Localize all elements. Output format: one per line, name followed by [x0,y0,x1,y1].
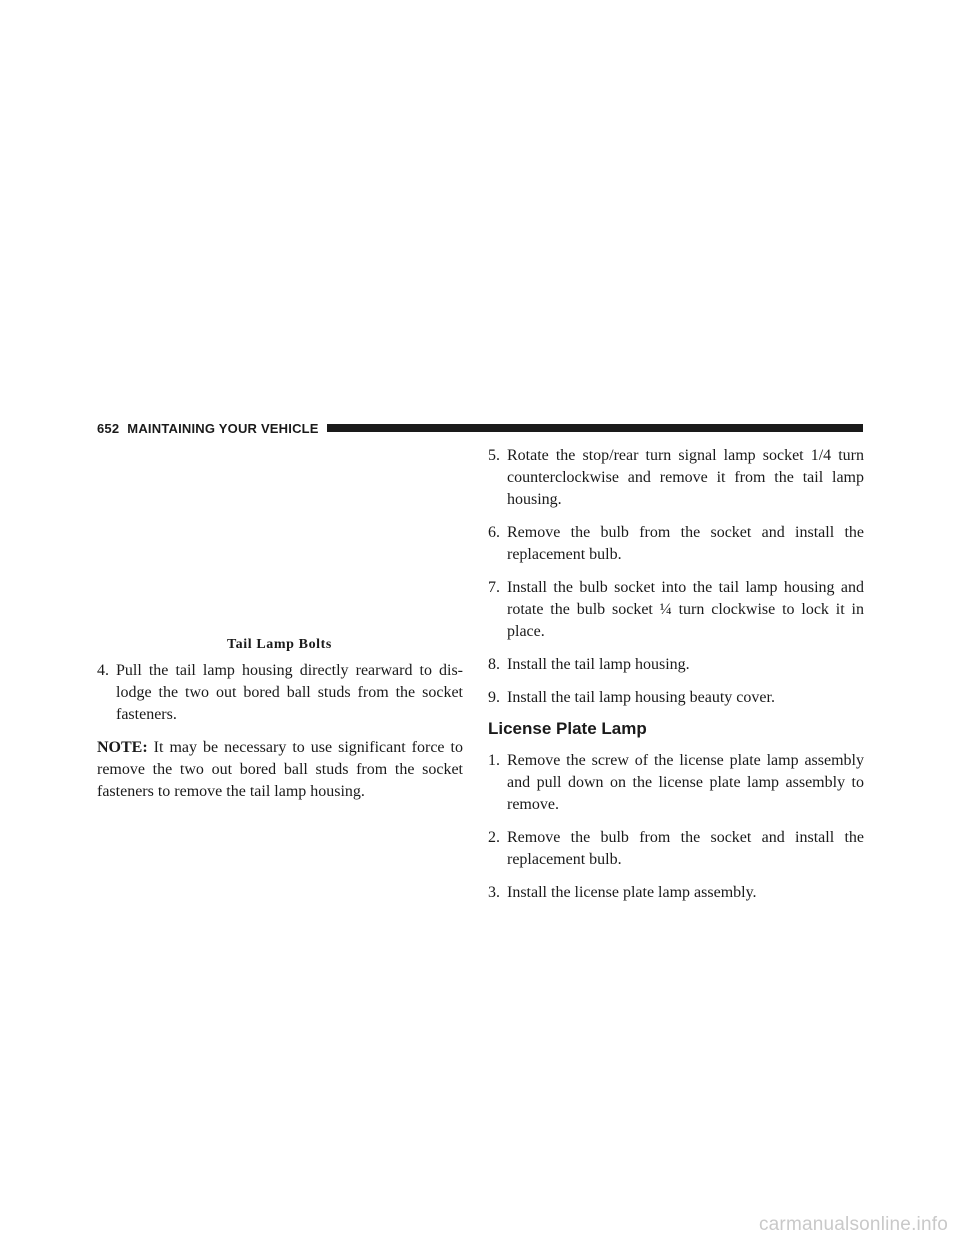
step-number: 5. [488,447,500,464]
step-number: 3. [488,884,500,901]
step-number: 4. [97,662,109,679]
list-item [488,577,864,643]
step-text: Install the tail lamp housing. [507,656,690,673]
step-text: Remove the screw of the license plate lamp assembly and pull down on the license plate lamp assembly to remove. [507,752,864,813]
list-item [97,660,463,726]
left-column [97,660,463,803]
list-item [488,445,864,511]
list-item [488,882,864,904]
section-heading: License Plate Lamp [488,719,647,738]
step-number: 2. [488,829,500,846]
page-number: 652 [97,420,120,436]
list-item [488,654,864,676]
list-item [488,522,864,566]
step-text: Remove the bulb from the socket and install the replacement bulb. [507,524,864,563]
step-text: Install the license plate lamp assembly. [507,884,757,901]
step-number: 1. [488,752,500,769]
step-number: 6. [488,524,500,541]
step-number: 7. [488,579,500,596]
note-text: It may be necessary to use significant force to remove the two out bored ball studs from the socket fasteners to remove the tail lamp housing. [97,739,463,800]
right-column [488,445,864,915]
note-paragraph [97,737,463,803]
step-text: Pull the tail lamp housing directly rearward to dis-lodge the two out bored ball studs from the socket fasteners. [116,662,463,723]
figure-caption: Tail Lamp Bolts [227,637,332,652]
step-text: Remove the bulb from the socket and install the replacement bulb. [507,829,864,868]
step-text: Install the tail lamp housing beauty cover. [507,689,775,706]
section-title: MAINTAINING YOUR VEHICLE [127,420,319,436]
list-item [488,827,864,871]
note-label: NOTE: [97,739,148,756]
header-rule [327,424,863,432]
list-item [488,750,864,816]
step-text: Install the bulb socket into the tail lamp housing and rotate the bulb socket ¼ turn clockwise to lock it in place. [507,579,864,640]
watermark: carmanualsonline.info [758,1214,948,1235]
page-header [97,419,863,437]
step-text: Rotate the stop/rear turn signal lamp socket 1/4 turn counterclockwise and remove it from the tail lamp housing. [507,447,864,508]
step-number: 8. [488,656,500,673]
list-item [488,687,864,709]
step-number: 9. [488,689,500,706]
